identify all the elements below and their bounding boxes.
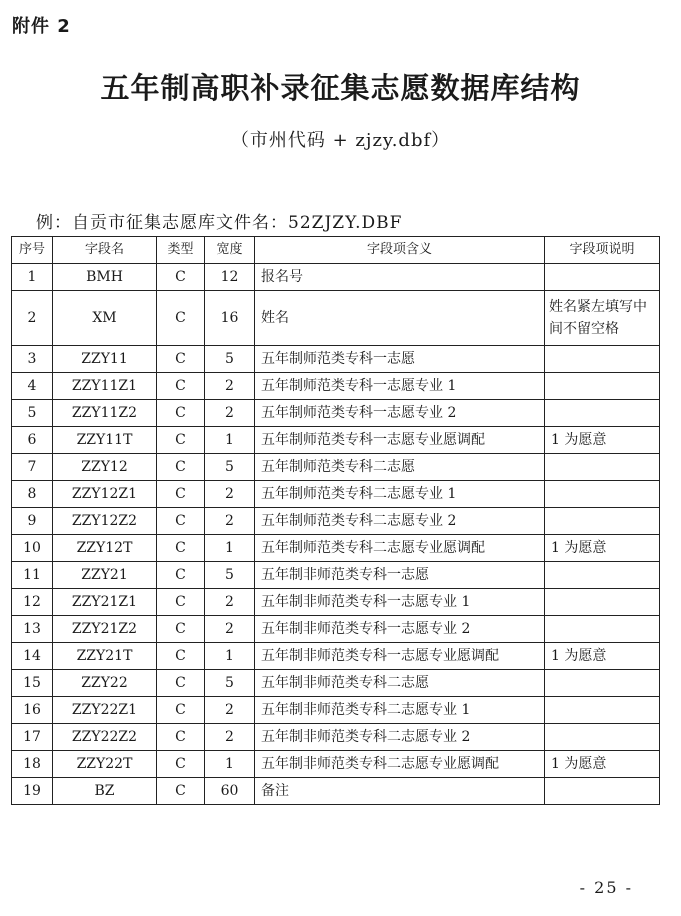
cell-type: C (157, 589, 205, 616)
table-row (12, 751, 660, 778)
cell-width: 2 (205, 724, 255, 751)
cell-note: 1 为愿意 (545, 751, 660, 778)
cell-type: C (157, 751, 205, 778)
cell-width: 5 (205, 562, 255, 589)
cell-meaning: 五年制师范类专科一志愿专业 2 (255, 400, 545, 427)
cell-no: 6 (12, 427, 53, 454)
table-row (12, 346, 660, 373)
cell-no: 12 (12, 589, 53, 616)
cell-field-name: ZZY22T (53, 751, 157, 778)
table-header-row (12, 237, 660, 264)
cell-note (545, 697, 660, 724)
cell-meaning: 五年制师范类专科二志愿专业愿调配 (255, 535, 545, 562)
table-row (12, 562, 660, 589)
cell-type: C (157, 697, 205, 724)
cell-meaning: 五年制师范类专科二志愿专业 2 (255, 508, 545, 535)
cell-field-name: ZZY12 (53, 454, 157, 481)
table-row (12, 670, 660, 697)
cell-note: 1 为愿意 (545, 427, 660, 454)
cell-type: C (157, 400, 205, 427)
table-row (12, 535, 660, 562)
example-line: 例：自贡市征集志愿库文件名：52ZJZY.DBF (36, 213, 403, 233)
cell-note (545, 724, 660, 751)
cell-no: 13 (12, 616, 53, 643)
cell-type: C (157, 778, 205, 805)
cell-field-name: ZZY11Z1 (53, 373, 157, 400)
table-row (12, 697, 660, 724)
cell-field-name: ZZY11Z2 (53, 400, 157, 427)
cell-meaning: 姓名 (255, 291, 545, 346)
cell-type: C (157, 562, 205, 589)
cell-no: 16 (12, 697, 53, 724)
cell-type: C (157, 481, 205, 508)
cell-no: 5 (12, 400, 53, 427)
table-row (12, 264, 660, 291)
cell-width: 2 (205, 508, 255, 535)
cell-note (545, 400, 660, 427)
cell-note (545, 616, 660, 643)
cell-note: 1 为愿意 (545, 643, 660, 670)
table-row (12, 481, 660, 508)
cell-width: 2 (205, 373, 255, 400)
cell-no: 15 (12, 670, 53, 697)
column-header-no: 序号 (12, 237, 53, 264)
cell-note (545, 481, 660, 508)
cell-meaning: 五年制师范类专科一志愿专业愿调配 (255, 427, 545, 454)
cell-width: 2 (205, 589, 255, 616)
cell-meaning: 五年制师范类专科二志愿 (255, 454, 545, 481)
cell-meaning: 五年制师范类专科一志愿 (255, 346, 545, 373)
page-title: 五年制高职补录征集志愿数据库结构 (100, 71, 581, 105)
cell-width: 2 (205, 400, 255, 427)
cell-no: 9 (12, 508, 53, 535)
cell-no: 7 (12, 454, 53, 481)
cell-note (545, 589, 660, 616)
cell-width: 2 (205, 616, 255, 643)
cell-type: C (157, 643, 205, 670)
table-row (12, 373, 660, 400)
cell-note (545, 454, 660, 481)
cell-type: C (157, 373, 205, 400)
cell-field-name: XM (53, 291, 157, 346)
cell-meaning: 报名号 (255, 264, 545, 291)
cell-meaning: 五年制非师范类专科一志愿 (255, 562, 545, 589)
cell-meaning: 备注 (255, 778, 545, 805)
cell-meaning: 五年制非师范类专科二志愿专业愿调配 (255, 751, 545, 778)
cell-type: C (157, 616, 205, 643)
cell-field-name: BMH (53, 264, 157, 291)
attachment-label: 附件 2 (12, 16, 71, 37)
cell-note (545, 373, 660, 400)
table-row (12, 291, 660, 346)
cell-field-name: ZZY11 (53, 346, 157, 373)
cell-no: 14 (12, 643, 53, 670)
table-row (12, 778, 660, 805)
cell-no: 17 (12, 724, 53, 751)
table-row (12, 508, 660, 535)
cell-no: 11 (12, 562, 53, 589)
cell-note (545, 562, 660, 589)
column-header-width: 宽度 (205, 237, 255, 264)
cell-type: C (157, 291, 205, 346)
cell-no: 18 (12, 751, 53, 778)
cell-meaning: 五年制非师范类专科一志愿专业 2 (255, 616, 545, 643)
column-header-note: 字段项说明 (545, 237, 660, 264)
cell-type: C (157, 724, 205, 751)
cell-meaning: 五年制非师范类专科一志愿专业 1 (255, 589, 545, 616)
cell-type: C (157, 670, 205, 697)
cell-meaning: 五年制非师范类专科二志愿专业 1 (255, 697, 545, 724)
cell-width: 2 (205, 697, 255, 724)
page-subtitle: （市州代码 + zjzy.dbf） (230, 130, 451, 151)
cell-width: 12 (205, 264, 255, 291)
cell-field-name: ZZY21 (53, 562, 157, 589)
column-header-meaning: 字段项含义 (255, 237, 545, 264)
cell-note: 1 为愿意 (545, 535, 660, 562)
table-row (12, 454, 660, 481)
cell-field-name: ZZY12Z1 (53, 481, 157, 508)
cell-type: C (157, 427, 205, 454)
cell-meaning: 五年制师范类专科一志愿专业 1 (255, 373, 545, 400)
cell-no: 4 (12, 373, 53, 400)
cell-no: 2 (12, 291, 53, 346)
cell-type: C (157, 346, 205, 373)
cell-type: C (157, 454, 205, 481)
cell-field-name: ZZY21Z1 (53, 589, 157, 616)
cell-meaning: 五年制非师范类专科二志愿 (255, 670, 545, 697)
cell-note: 姓名紧左填写中间不留空格 (545, 291, 660, 346)
cell-meaning: 五年制师范类专科二志愿专业 1 (255, 481, 545, 508)
cell-width: 5 (205, 670, 255, 697)
cell-meaning: 五年制非师范类专科一志愿专业愿调配 (255, 643, 545, 670)
cell-field-name: ZZY12T (53, 535, 157, 562)
cell-meaning: 五年制非师范类专科二志愿专业 2 (255, 724, 545, 751)
column-header-type: 类型 (157, 237, 205, 264)
cell-field-name: ZZY22Z2 (53, 724, 157, 751)
cell-field-name: ZZY22Z1 (53, 697, 157, 724)
cell-note (545, 670, 660, 697)
cell-width: 1 (205, 427, 255, 454)
table-row (12, 643, 660, 670)
cell-width: 2 (205, 481, 255, 508)
cell-width: 1 (205, 643, 255, 670)
cell-note (545, 778, 660, 805)
table-row (12, 724, 660, 751)
cell-width: 5 (205, 454, 255, 481)
column-header-field-name: 字段名 (53, 237, 157, 264)
table-row (12, 427, 660, 454)
table-row (12, 589, 660, 616)
cell-width: 60 (205, 778, 255, 805)
cell-field-name: BZ (53, 778, 157, 805)
cell-width: 1 (205, 751, 255, 778)
field-structure-table (11, 236, 660, 805)
cell-no: 8 (12, 481, 53, 508)
cell-no: 1 (12, 264, 53, 291)
cell-no: 3 (12, 346, 53, 373)
cell-field-name: ZZY11T (53, 427, 157, 454)
cell-width: 5 (205, 346, 255, 373)
cell-field-name: ZZY21Z2 (53, 616, 157, 643)
cell-field-name: ZZY21T (53, 643, 157, 670)
cell-no: 19 (12, 778, 53, 805)
cell-field-name: ZZY22 (53, 670, 157, 697)
cell-width: 16 (205, 291, 255, 346)
cell-type: C (157, 535, 205, 562)
cell-width: 1 (205, 535, 255, 562)
cell-note (545, 508, 660, 535)
table-row (12, 400, 660, 427)
cell-type: C (157, 264, 205, 291)
cell-field-name: ZZY12Z2 (53, 508, 157, 535)
cell-no: 10 (12, 535, 53, 562)
page-number: - 25 - (579, 878, 633, 897)
cell-type: C (157, 508, 205, 535)
cell-note (545, 346, 660, 373)
table-row (12, 616, 660, 643)
cell-note (545, 264, 660, 291)
